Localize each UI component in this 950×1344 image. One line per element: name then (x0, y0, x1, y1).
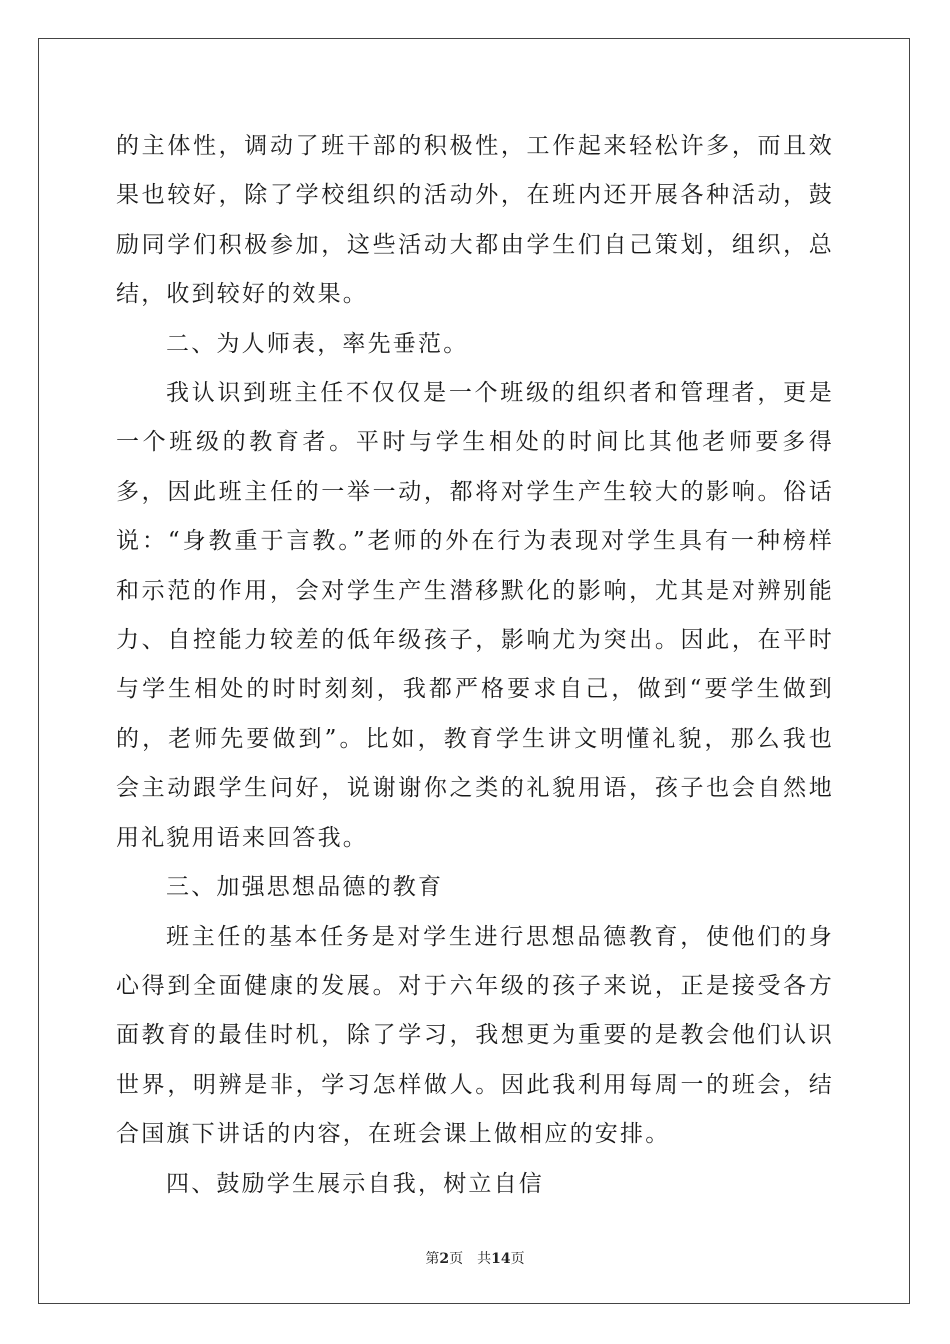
total-suffix: 页 (510, 1251, 525, 1267)
paragraph-2: 我认识到班主任不仅仅是一个班级的组织者和管理者，更是一个班级的教育者。平时与学生相处的时间比其他老师要多得多，因此班主任的一举一动，都将对学生产生较大的影响。俗话说：“身教重于言教。”老师的外在行为表现对学生具有一种榜样和示范的作用，会对学生产生潜移默化的影响，尤其是对辨别能力、自控能力较差的低年级孩子，影响尤为突出。因此，在平时与学生相处的时时刻刻，我都严格要求自己，做到“要学生做到的，老师先要做到”。比如，教育学生讲文明懂礼貌，那么我也会主动跟学生问好，说谢谢你之类的礼貌用语，孩子也会自然地用礼貌用语来回答我。 (116, 380, 834, 851)
document-body (116, 122, 834, 1209)
section-heading-2: 二、为人师表，率先垂范。 (166, 330, 469, 357)
page-suffix: 页 (449, 1251, 464, 1267)
total-pages: 14 (491, 1251, 511, 1267)
page-number: 2 (439, 1251, 450, 1267)
total-prefix: 共 (477, 1251, 492, 1267)
page-footer (0, 1248, 950, 1268)
page-prefix: 第 (425, 1251, 440, 1267)
section-heading-3: 三、加强思想品德的教育 (166, 874, 444, 901)
paragraph-1: 的主体性，调动了班干部的积极性，工作起来轻松许多，而且效果也较好，除了学校组织的活动外，在班内还开展各种活动，鼓励同学们积极参加，这些活动大都由学生们自己策划，组织，总结，收到较好的效果。 (116, 133, 834, 308)
section-heading-4: 四、鼓励学生展示自我，树立自信 (166, 1170, 544, 1197)
paragraph-3: 班主任的基本任务是对学生进行思想品德教育，使他们的身心得到全面健康的发展。对于六年级的孩子来说，正是接受各方面教育的最佳时机，除了学习，我想更为重要的是教会他们认识世界，明辨是非，学习怎样做人。因此我利用每周一的班会，结合国旗下讲话的内容，在班会课上做相应的安排。 (116, 923, 834, 1148)
